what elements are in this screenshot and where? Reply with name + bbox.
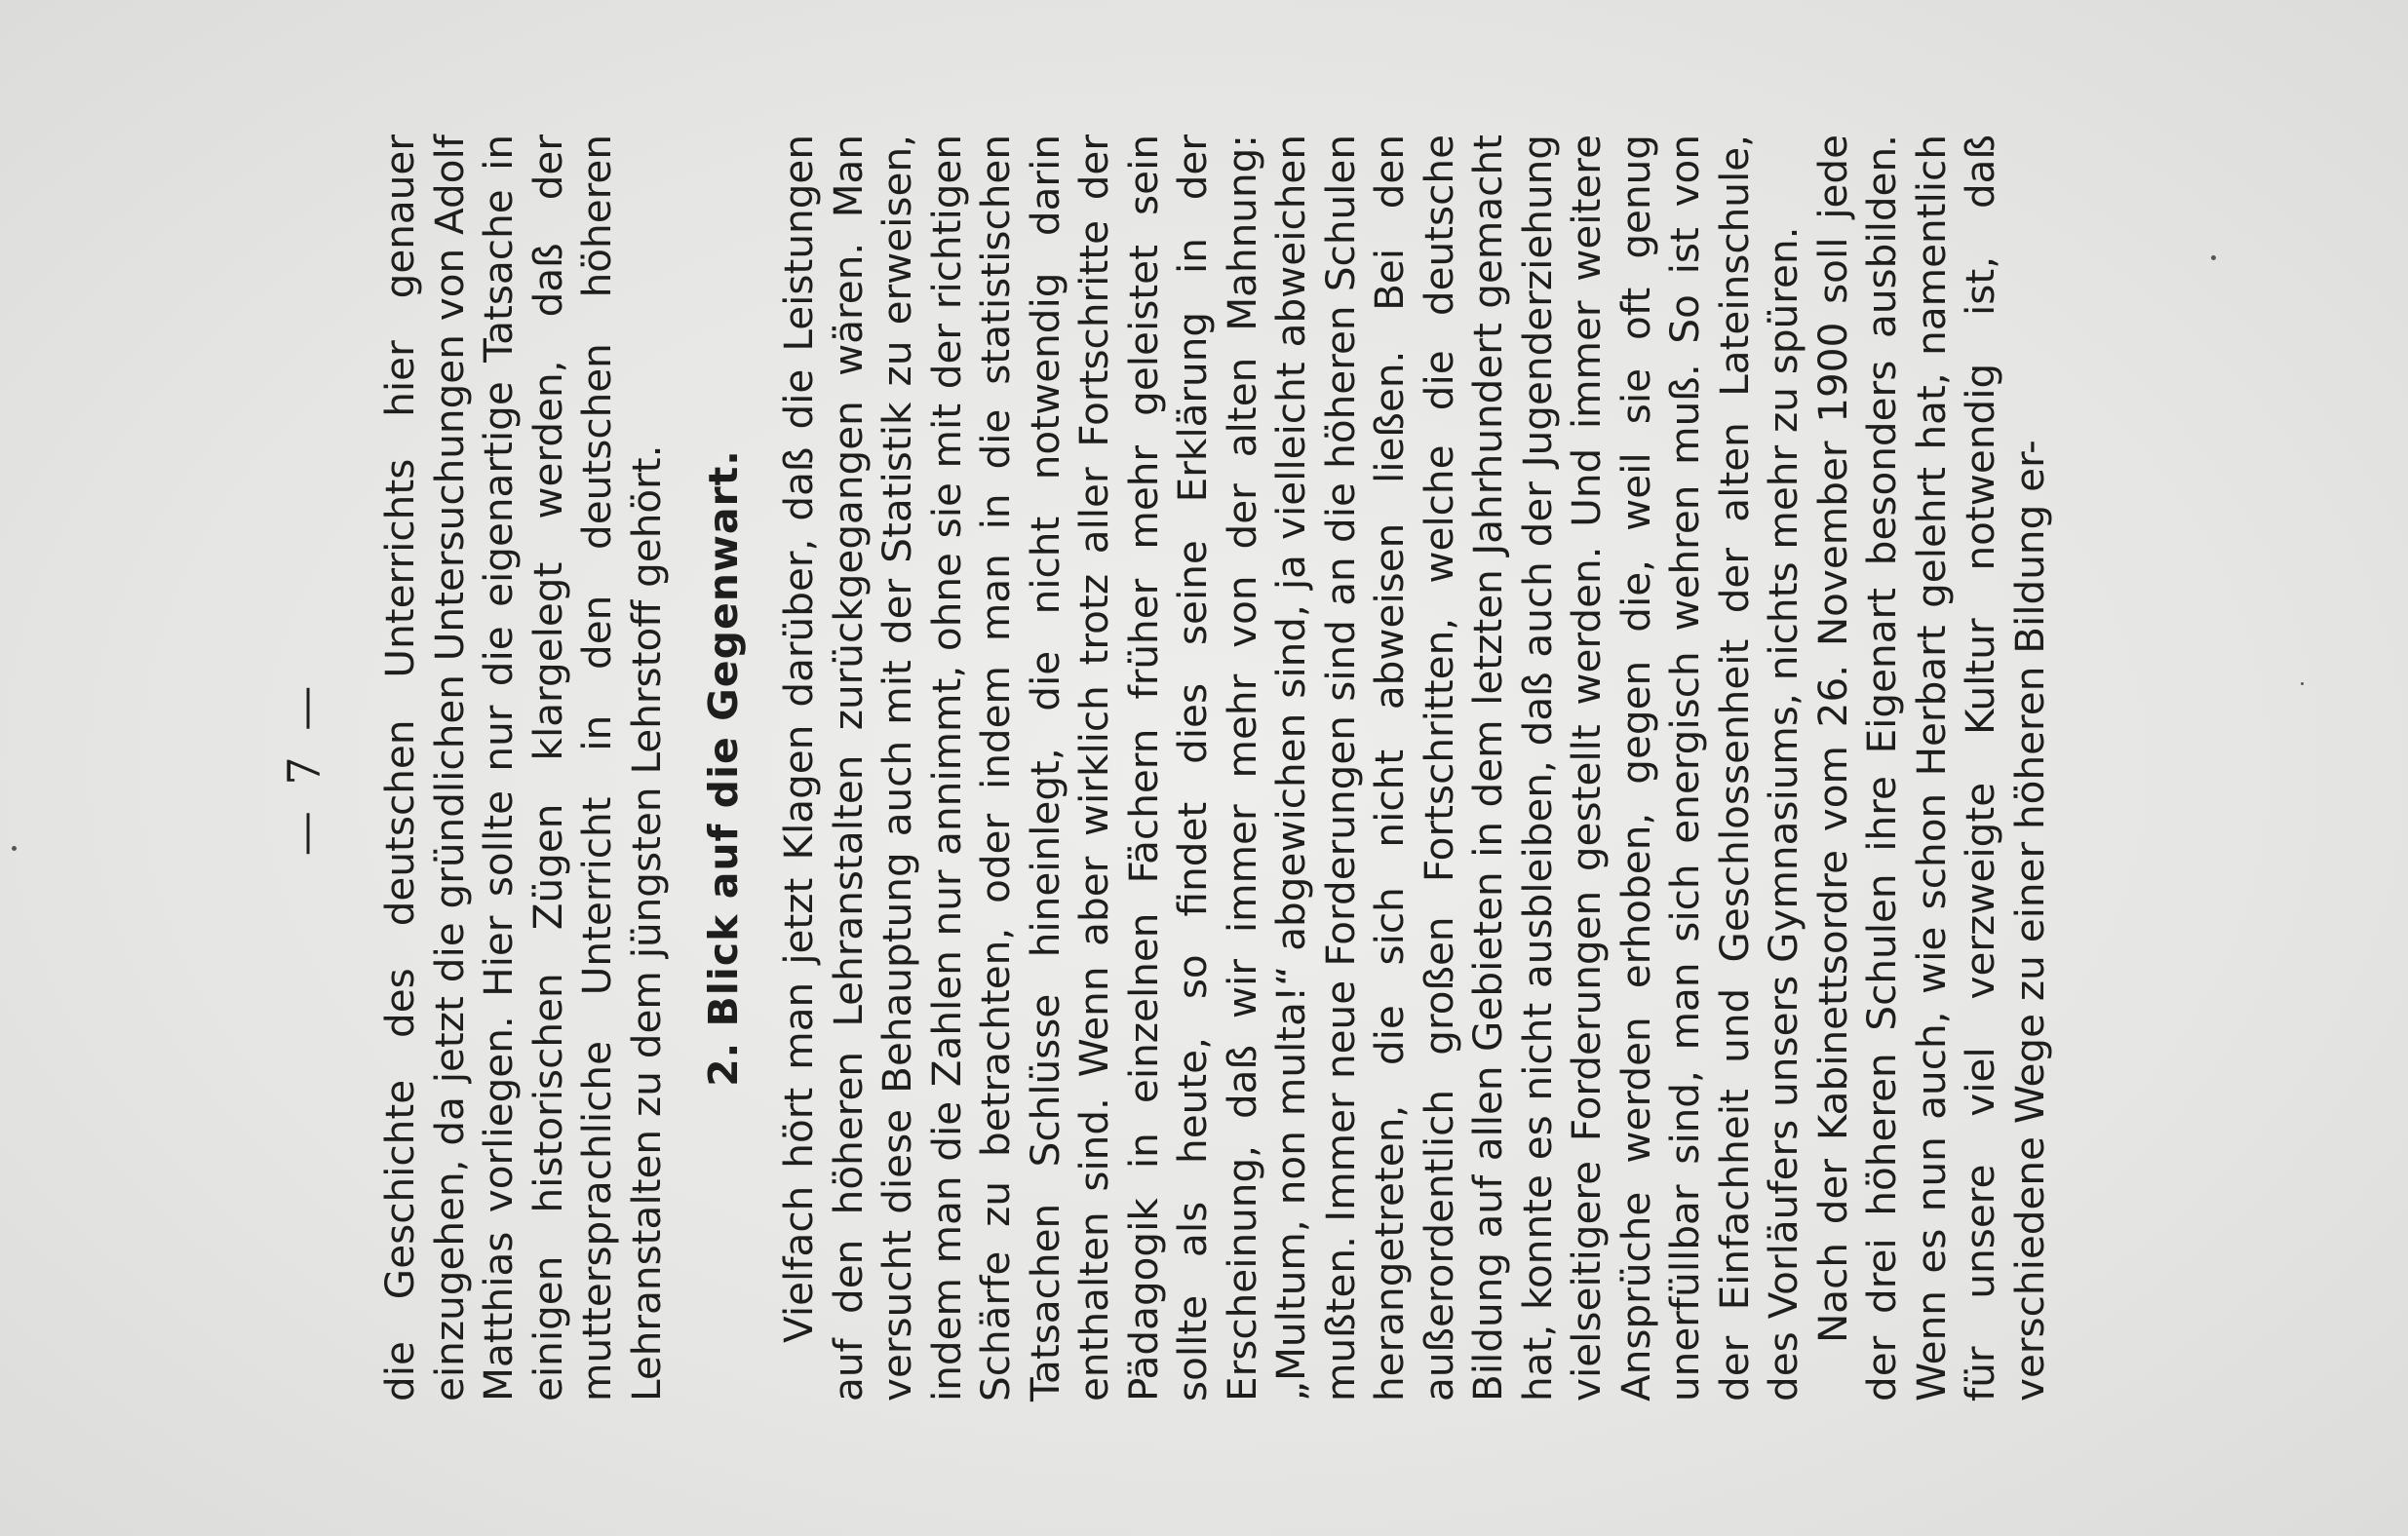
intro-paragraph: die Geschichte des deutschen Unterrichts hier genauer einzugehen, da jetzt die gründlichen Untersuchungen von Adolf Matthias vorliegen. Hier sollte nur die eigenartige Tatsache in einigen historischen Zügen klargelegt werden, daß der muttersprachliche Unterricht in den deutschen höheren Lehranstalten zu dem jüngsten Lehrstoff gehört. [376, 134, 670, 1402]
page-number: — 7 — [278, 679, 330, 857]
section-heading: 2. Blick auf die Gegenwart. [700, 449, 747, 1087]
body-paragraph-1: Vielfach hört man jetzt Klagen darüber, daß die Leistungen auf den höheren Lehranstalten zurückgegangen wären. Man versucht diese Behauptung auch mit der Statistik zu erweisen, indem man die Zahlen nur annimmt, ohne sie mit der richtigen Schärfe zu betrachten, oder indem man in die statistischen Tatsachen Schlüsse hineinlegt, die nicht notwendig darin enthalten sind. Wenn aber wirklich trotz aller Fortschritte der Pädagogik in einzelnen Fächern früher mehr geleistet sein sollte als heute, so findet dies seine Erklärung in der Erscheinung, daß wir immer mehr von der alten Mahnung: „Multum, non multa!“ abgewichen sind, ja vielleicht abweichen mußten. Immer neue Forderungen sind an die höheren Schulen herangetreten, die sich nicht abweisen ließen. Bei den außerordentlich großen Fortschritten, welche die deutsche Bildung auf allen Gebieten in dem letzten Jahrhundert gemacht hat, konnte es nicht ausbleiben, daß auch der Jugenderziehung vielseitigere Forderungen gestellt werden. Und immer weitere Ansprüche werden erhoben, gegen die, weil sie oft genug unerfüllbar sind, man sich energisch wehren muß. So ist von der Einfachheit und Geschlossenheit der alten Lateinschule, des Vorläufers unsers Gymnasiums, nichts mehr zu spüren. [775, 134, 1806, 1402]
body-paragraph-2: Nach der Kabinettsordre vom 26. November 1900 soll jede der drei höheren Schulen ihre Eigenart besonders ausbilden. Wenn es nun auch, wie schon Herbart gelehrt hat, namentlich für unsere viel verzweigte Kultur notwendig ist, daß verschiedene Wege zu einer höheren Bildung er- [1808, 134, 2053, 1402]
rotated-page-content [278, 134, 2130, 1402]
